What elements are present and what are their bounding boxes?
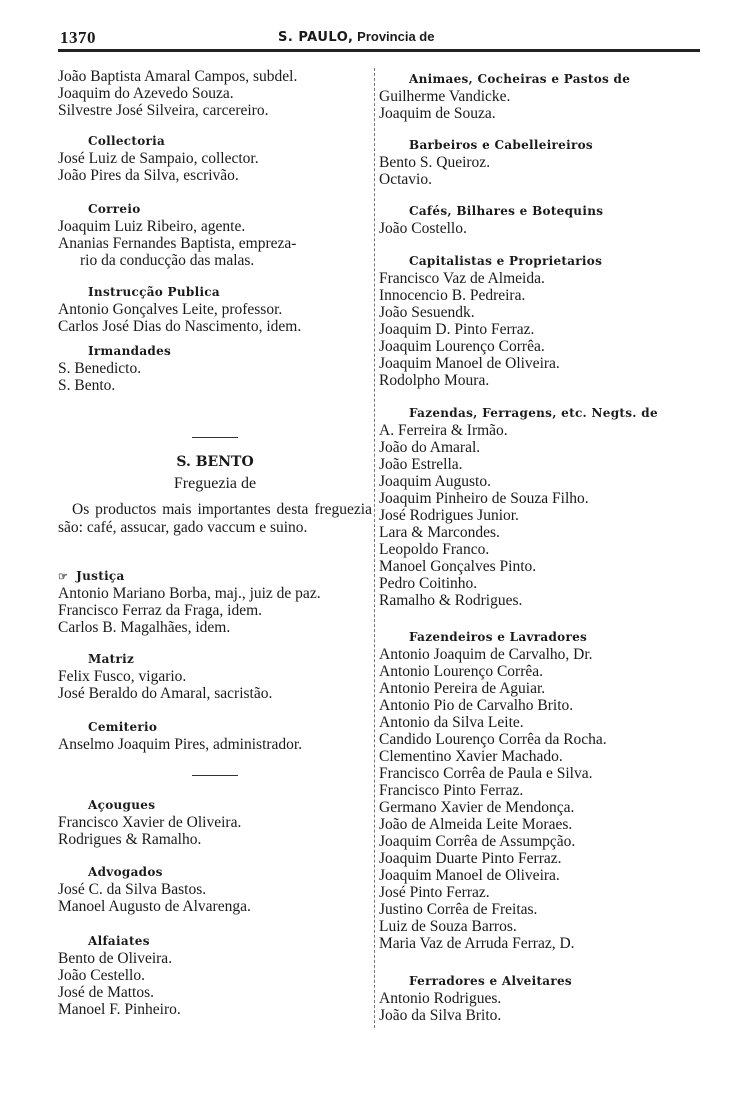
section-heading-text: Fazendeiros e Lavradores [409, 630, 588, 644]
directory-entry: Bento de Oliveira. [58, 950, 173, 967]
directory-entry: Rodrigues & Ramalho. [58, 831, 202, 848]
directory-entry: Francisco Ferraz da Fraga, idem. [58, 602, 263, 619]
directory-entry: Antonio Gonçalves Leite, professor. [58, 301, 283, 318]
section-heading [58, 201, 372, 218]
section-heading-text: Animaes, Cocheiras e Pastos de [409, 72, 631, 86]
directory-section [58, 933, 372, 1018]
directory-entry: Antonio Lourenço Corrêa. [379, 663, 543, 680]
section-divider [192, 437, 238, 438]
directory-entry: Antonio Mariano Borba, maj., juiz de paz. [58, 585, 321, 602]
section-heading [58, 568, 372, 585]
directory-entry: João Baptista Amaral Campos, subdel. [58, 68, 298, 85]
directory-entry: Lara & Marcondes. [379, 524, 500, 541]
directory-entry: Carlos José Dias do Nascimento, idem. [58, 318, 302, 335]
section-heading-text: Correio [88, 202, 141, 216]
directory-entry: Joaquim Corrêa de Assumpção. [379, 833, 576, 850]
directory-entry: Ananias Fernandes Baptista, empreza- [58, 235, 297, 252]
town-description: Os productos mais importantes desta freguezia são: café, assucar, gado vaccum e suino. [58, 501, 372, 536]
directory-entry: Silvestre José Silveira, carcereiro. [58, 102, 269, 119]
directory-entry: José Luiz de Sampaio, collector. [58, 150, 259, 167]
section-heading [379, 71, 704, 88]
directory-entry: Joaquim Manoel de Oliveira. [379, 355, 560, 372]
directory-entry: Candido Lourenço Corrêa da Rocha. [379, 731, 607, 748]
section-heading [379, 405, 704, 422]
section-heading [58, 343, 372, 360]
directory-entry: João de Almeida Leite Moraes. [379, 816, 573, 833]
directory-entry: A. Ferreira & Irmão. [379, 422, 508, 439]
directory-entry: Felix Fusco, vigario. [58, 668, 187, 685]
section-heading-text: Açougues [88, 798, 156, 812]
section-divider [192, 775, 238, 776]
directory-entry: João Costello. [379, 220, 467, 237]
section-heading-text: Advogados [88, 865, 163, 879]
directory-entry: Rodolpho Moura. [379, 372, 490, 389]
directory-entry: João Sesuendk. [379, 304, 475, 321]
directory-entry: Manoel F. Pinheiro. [58, 1001, 181, 1018]
directory-entry: Innocencio B. Pedreira. [379, 287, 526, 304]
running-title: S. PAULO, [278, 30, 354, 45]
directory-entry: Francisco Xavier de Oliveira. [58, 814, 242, 831]
directory-section [58, 797, 372, 848]
directory-entry: Joaquim do Azevedo Souza. [58, 85, 234, 102]
section-heading-text: Cafés, Bilhares e Botequins [409, 204, 604, 218]
directory-entry: Francisco Vaz de Almeida. [379, 270, 545, 287]
section-heading [379, 629, 704, 646]
directory-section [379, 405, 704, 609]
directory-section [58, 864, 372, 915]
directory-section [58, 568, 372, 636]
section-heading-text: Ferradores e Alveitares [409, 974, 572, 988]
directory-entry: Manoel Augusto de Alvarenga. [58, 898, 251, 915]
page-number: 1370 [60, 28, 96, 47]
directory-entry: Octavio. [379, 171, 432, 188]
directory-section [58, 651, 372, 702]
section-heading-text: Fazendas, Ferragens, etc. Negts. de [409, 406, 658, 420]
running-header [278, 29, 434, 46]
directory-entry: José Pinto Ferraz. [379, 884, 490, 901]
section-heading [379, 253, 704, 270]
header-rule [58, 49, 700, 52]
section-heading [379, 973, 704, 990]
directory-entry: João da Silva Brito. [379, 1007, 502, 1024]
directory-entry: Pedro Coitinho. [379, 575, 478, 592]
section-heading-text: Alfaiates [88, 934, 150, 948]
directory-entry: S. Bento. [58, 377, 116, 394]
directory-entry: João Estrella. [379, 456, 463, 473]
directory-entry: Leopoldo Franco. [379, 541, 490, 558]
directory-section [379, 137, 704, 188]
directory-entry: Antonio Pio de Carvalho Brito. [379, 697, 574, 714]
directory-entry: José Beraldo do Amaral, sacristão. [58, 685, 273, 702]
section-heading-text: Irmandades [88, 344, 172, 358]
directory-entry: S. Benedicto. [58, 360, 142, 377]
directory-entry: Luiz de Souza Barros. [379, 918, 517, 935]
directory-entry: João do Amaral. [379, 439, 481, 456]
directory-entry: rio da conducção das malas. [80, 252, 255, 269]
directory-entry: Maria Vaz de Arruda Ferraz, D. [379, 935, 575, 952]
directory-section [379, 203, 704, 237]
directory-entry: João Pires da Silva, escrivão. [58, 167, 239, 184]
directory-entry: Bento S. Queiroz. [379, 154, 491, 171]
section-heading [379, 137, 704, 154]
directory-section [379, 71, 704, 122]
directory-entry: José C. da Silva Bastos. [58, 881, 207, 898]
directory-section [379, 973, 704, 1024]
directory-entry: Justino Corrêa de Freitas. [379, 901, 538, 918]
section-heading-text: Collectoria [88, 134, 166, 148]
directory-entry: Francisco Corrêa de Paula e Silva. [379, 765, 593, 782]
directory-entry: Anselmo Joaquim Pires, administrador. [58, 736, 303, 753]
directory-section [58, 133, 372, 184]
section-heading-text: Barbeiros e Cabelleireiros [409, 138, 593, 152]
directory-entry: Joaquim Pinheiro de Souza Filho. [379, 490, 589, 507]
section-heading-text: Justiça [76, 569, 125, 583]
directory-entry: Joaquim Augusto. [379, 473, 491, 490]
directory-entry: José Rodrigues Junior. [379, 507, 519, 524]
section-heading [58, 133, 372, 150]
directory-section [58, 201, 372, 269]
section-heading [58, 797, 372, 814]
directory-entry: Germano Xavier de Mendonça. [379, 799, 575, 816]
directory-entry: Joaquim D. Pinto Ferraz. [379, 321, 535, 338]
directory-entry: Carlos B. Magalhães, idem. [58, 619, 231, 636]
section-heading [58, 651, 372, 668]
town-title: S. BENTO [176, 454, 254, 470]
section-heading [58, 864, 372, 881]
pointing-hand-icon: ☞ [58, 570, 69, 583]
directory-section [379, 629, 704, 952]
directory-entry: Antonio da Silva Leite. [379, 714, 524, 731]
directory-entry: Joaquim de Souza. [379, 105, 496, 122]
directory-entry: Francisco Pinto Ferraz. [379, 782, 524, 799]
directory-entry: José de Mattos. [58, 984, 155, 1001]
running-subtitle: Provincia de [357, 29, 435, 44]
directory-entry: Ramalho & Rodrigues. [379, 592, 523, 609]
directory-entry: Joaquim Lourenço Corrêa. [379, 338, 545, 355]
directory-entry: Joaquim Manoel de Oliveira. [379, 867, 560, 884]
directory-section [379, 253, 704, 389]
directory-section [58, 719, 372, 753]
directory-entry: Guilherme Vandicke. [379, 88, 511, 105]
directory-section [58, 284, 372, 335]
section-heading [58, 719, 372, 736]
section-heading-text: Matriz [88, 652, 135, 666]
section-heading [379, 203, 704, 220]
directory-entry: Clementino Xavier Machado. [379, 748, 563, 765]
section-heading-text: Capitalistas e Proprietarios [409, 254, 603, 268]
directory-entry: Manoel Gonçalves Pinto. [379, 558, 537, 575]
directory-entry: Antonio Joaquim de Carvalho, Dr. [379, 646, 593, 663]
directory-entry: Joaquim Duarte Pinto Ferraz. [379, 850, 562, 867]
section-heading [58, 933, 372, 950]
directory-section [58, 68, 372, 119]
column-divider [374, 68, 375, 1028]
town-subtitle: Freguezia de [173, 475, 257, 492]
section-heading-text: Instrucção Publica [88, 285, 220, 299]
directory-entry: Joaquim Luiz Ribeiro, agente. [58, 218, 246, 235]
section-heading-text: Cemiterio [88, 720, 158, 734]
directory-entry: Antonio Rodrigues. [379, 990, 502, 1007]
section-heading [58, 284, 372, 301]
directory-entry: Antonio Pereira de Aguiar. [379, 680, 546, 697]
directory-section [58, 343, 372, 394]
directory-entry: João Cestello. [58, 967, 145, 984]
